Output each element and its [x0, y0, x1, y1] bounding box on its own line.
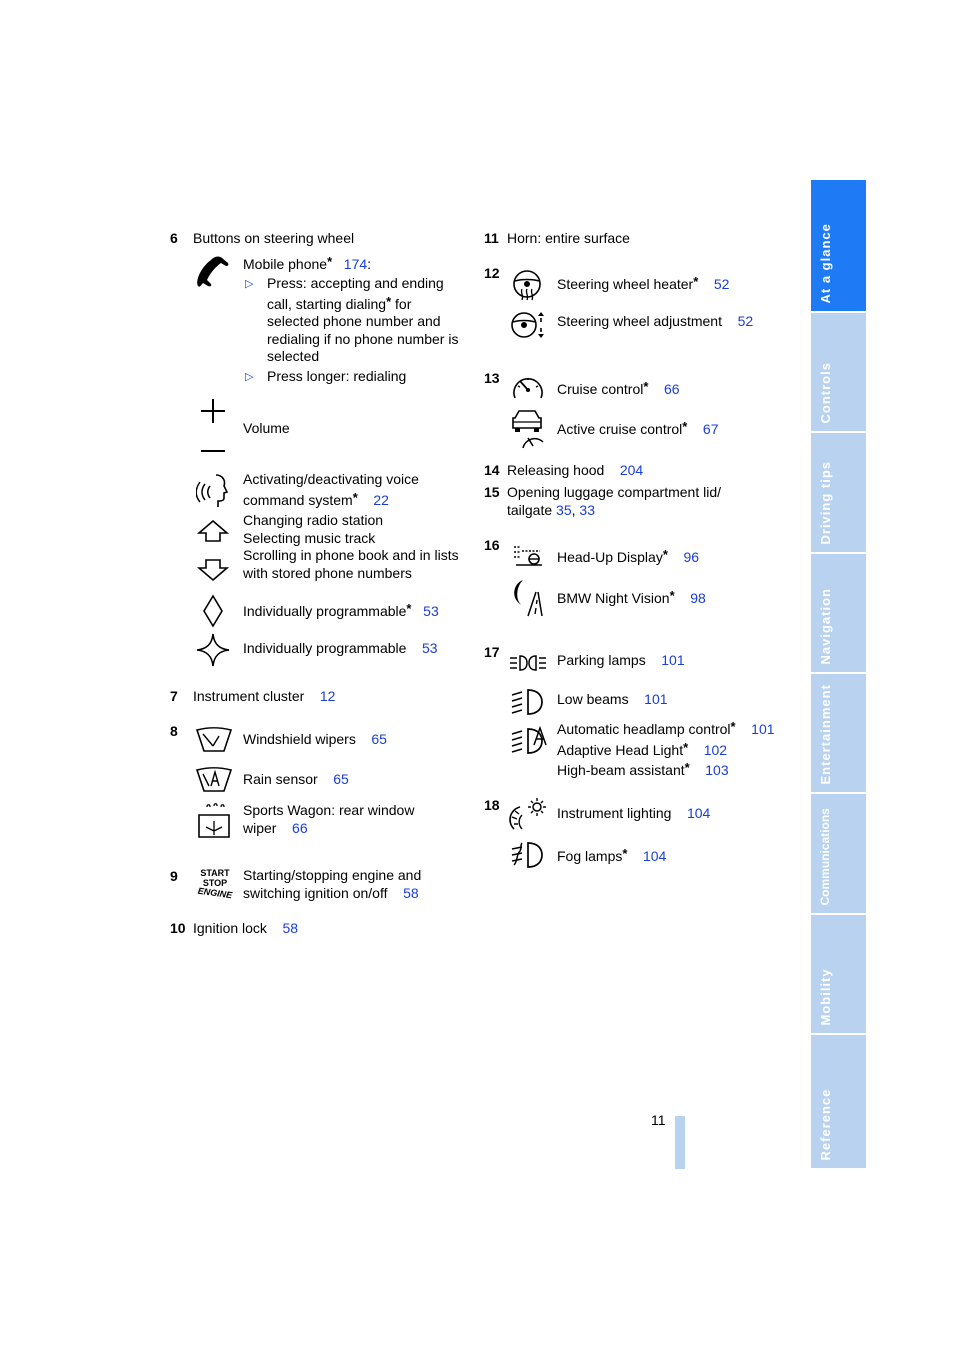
steering-heater-entry: Steering wheel heater* 52: [557, 274, 730, 292]
horn-entry: Horn: entire surface: [507, 230, 630, 246]
section-number: 17: [484, 644, 500, 660]
page-link[interactable]: 66: [292, 819, 308, 836]
active-cruise-entry: Active cruise control* 67: [557, 419, 719, 437]
parking-lamps-entry: Parking lamps 101: [557, 652, 685, 668]
bullet-press-longer: Press longer: redialing: [267, 368, 407, 384]
page-link[interactable]: 52: [713, 276, 730, 292]
tab-label: Driving tips: [818, 460, 833, 544]
steering-adjust-icon: [509, 310, 547, 340]
rain-sensor-icon: [195, 766, 233, 794]
section-number: 12: [484, 265, 500, 281]
head-up-display-entry: Head-Up Display* 96: [557, 547, 700, 565]
section-number: 8: [170, 723, 178, 739]
instrument-lighting-icon: [508, 797, 548, 833]
headlamp-entries: Automatic headlamp control* 101 Adaptive Head Light* 102 High-beam assistant* 103: [557, 719, 775, 778]
section-number: 6: [170, 230, 178, 246]
page-link[interactable]: 101: [751, 721, 775, 737]
volume-label: Volume: [243, 420, 290, 436]
page-number-bar: [675, 1116, 685, 1169]
page-link[interactable]: 101: [644, 691, 668, 707]
low-beams-entry: Low beams 101: [557, 691, 668, 707]
tab-driving-tips[interactable]: [811, 433, 866, 554]
section-number: 11: [484, 230, 499, 246]
rain-sensor-entry: Rain sensor 65: [243, 771, 349, 787]
section-number: 9: [170, 868, 178, 884]
page-link[interactable]: 67: [702, 421, 719, 437]
page-link[interactable]: 22: [373, 491, 389, 508]
tab-reference[interactable]: [811, 1035, 866, 1168]
section-number: 7: [170, 688, 178, 704]
cruise-control-entry: Cruise control* 66: [557, 379, 680, 397]
tab-label: Controls: [818, 361, 833, 423]
bullet-arrow: ▷: [245, 278, 254, 290]
night-vision-icon: [508, 578, 544, 618]
page-link[interactable]: 104: [642, 848, 667, 864]
start-stop-entry: Starting/stopping engine and switching ignition on/off 58: [243, 867, 422, 901]
page-link[interactable]: 204: [619, 462, 644, 478]
arrow-down-icon: [197, 558, 229, 582]
mobile-phone-entry: Mobile phone* 174:: [243, 254, 372, 272]
radio-entry: Changing radio station Selecting music track Scrolling in phone book and in lists with stored phone numbers: [243, 512, 459, 581]
star-icon: [195, 632, 231, 668]
arrow-up-icon: [197, 519, 229, 543]
minus-icon: [200, 448, 226, 454]
programmable-1: Individually programmable* 53: [243, 601, 439, 619]
active-cruise-icon: [509, 408, 547, 450]
page-link[interactable]: 104: [686, 805, 711, 821]
page-link[interactable]: 53: [423, 603, 439, 619]
page-link[interactable]: 66: [664, 381, 680, 397]
instrument-lighting-entry: Instrument lighting 104: [557, 805, 711, 821]
voice-icon: [196, 472, 230, 510]
phone-icon: [195, 253, 231, 291]
automatic-headlamp-icon: [510, 726, 548, 756]
tab-at-a-glance[interactable]: [811, 180, 866, 313]
page-link[interactable]: 103: [705, 762, 729, 778]
page-link[interactable]: 102: [703, 741, 728, 758]
programmable-2: Individually programmable 53: [243, 640, 438, 656]
diamond-icon: [202, 594, 224, 628]
tab-communications[interactable]: [811, 794, 866, 915]
page-link[interactable]: 174: [343, 256, 368, 272]
bullet-press: Press: accepting and ending call, starting dialing* for selected phone number and redialing if no phone number is selected: [267, 275, 459, 364]
parking-lamps-icon: [509, 654, 547, 672]
page-link[interactable]: 33: [579, 501, 595, 518]
luggage-compartment-entry: Opening luggage compartment lid/ tailgate 35, 33: [507, 484, 722, 518]
plus-icon: [200, 398, 226, 424]
steering-wheel-heater-icon: [509, 267, 545, 303]
page-link[interactable]: 35: [556, 501, 572, 518]
tab-mobility[interactable]: [811, 915, 866, 1035]
rear-wiper-entry: Sports Wagon: rear window wiper 66: [243, 802, 415, 836]
bullet-arrow: ▷: [245, 371, 254, 383]
start-stop-icon: START STOP ENGINE: [197, 868, 233, 901]
tab-navigation[interactable]: [811, 554, 866, 674]
fog-lamps-entry: Fog lamps* 104: [557, 846, 667, 864]
voice-entry: Activating/deactivating voice command system* 22: [243, 471, 419, 508]
page-link[interactable]: 65: [371, 731, 387, 747]
tab-label: Navigation: [818, 587, 833, 664]
head-up-display-icon: [510, 543, 546, 567]
section-number: 15: [484, 484, 500, 500]
section-title: Buttons on steering wheel: [193, 230, 355, 246]
tab-label: Reference: [818, 1088, 833, 1160]
page-link[interactable]: 98: [690, 590, 706, 606]
instrument-cluster-entry: Instrument cluster 12: [193, 688, 336, 704]
page-link[interactable]: 65: [333, 771, 349, 787]
section-number: 18: [484, 797, 500, 813]
windshield-wiper-icon: [195, 726, 233, 754]
tab-entertainment[interactable]: [811, 674, 866, 794]
ignition-lock-entry: Ignition lock 58: [193, 920, 299, 936]
section-number: 10: [170, 920, 186, 936]
section-number: 16: [484, 537, 500, 553]
page-link[interactable]: 52: [737, 313, 754, 329]
rear-wiper-icon: [195, 803, 233, 839]
low-beams-icon: [510, 688, 546, 716]
page-link[interactable]: 58: [403, 884, 419, 901]
page-link[interactable]: 96: [683, 549, 700, 565]
fog-lamps-icon: [510, 841, 546, 869]
windshield-wipers-entry: Windshield wipers 65: [243, 731, 387, 747]
tab-label: Mobility: [818, 967, 833, 1025]
night-vision-entry: BMW Night Vision* 98: [557, 588, 706, 606]
page-link[interactable]: 58: [282, 920, 299, 936]
section-number: 13: [484, 370, 500, 386]
tab-label: Communications: [818, 807, 832, 905]
section-number: 14: [484, 462, 500, 478]
tab-label: Entertainment: [818, 683, 833, 784]
page-link[interactable]: 53: [421, 640, 438, 656]
cruise-control-icon: [510, 372, 546, 404]
tab-label: At a glance: [818, 222, 833, 303]
releasing-hood-entry: Releasing hood 204: [507, 462, 644, 478]
page-number: 11: [651, 1112, 666, 1128]
tab-controls[interactable]: [811, 313, 866, 433]
page-link[interactable]: 12: [319, 688, 336, 704]
page-link[interactable]: 101: [661, 652, 685, 668]
steering-adjust-entry: Steering wheel adjustment 52: [557, 313, 754, 329]
